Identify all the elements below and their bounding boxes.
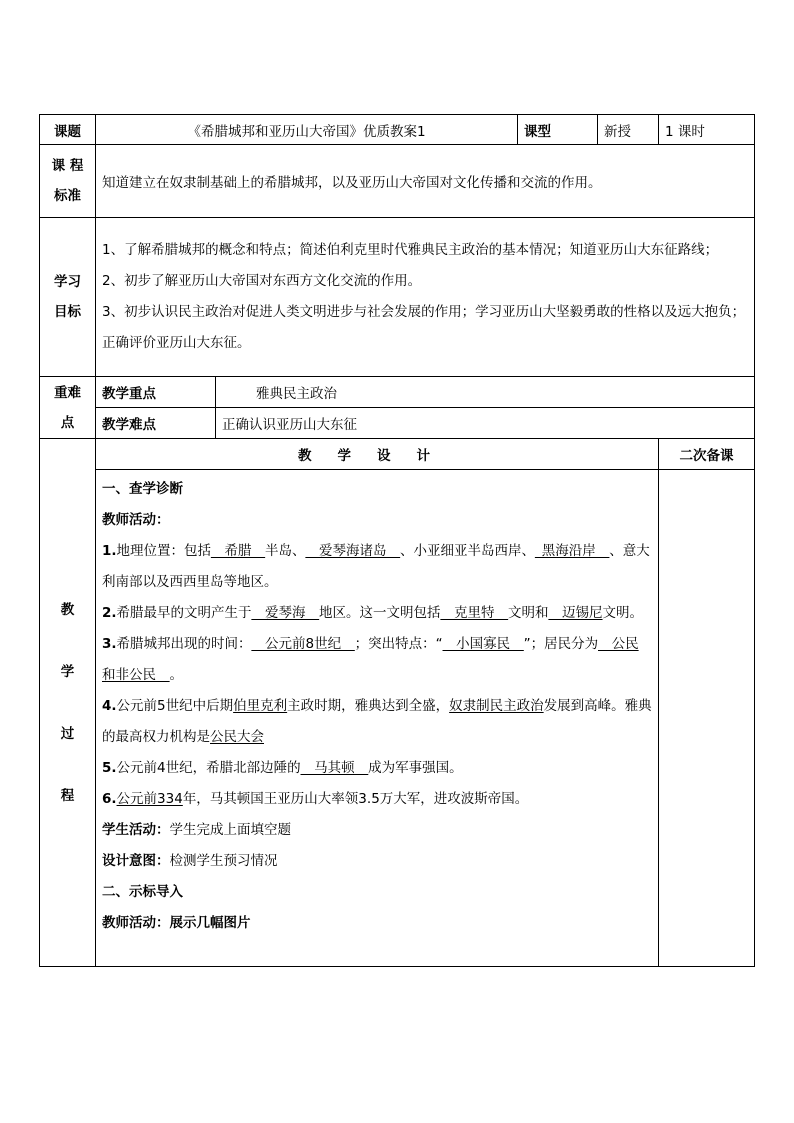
objectives-row [40, 218, 755, 377]
teacher-activity-text: 展示几幅图片 [169, 915, 251, 931]
question-text: 主政时期，雅典达到全盛， [287, 698, 450, 714]
objectives-label [40, 218, 96, 377]
question-text: 希腊最早的文明产生于 [116, 605, 252, 621]
answer-blank: __公元前8世纪__ [251, 636, 355, 652]
question-item [102, 598, 652, 629]
question-number: 4. [102, 698, 117, 714]
question-number: 6. [102, 791, 117, 807]
student-activity-text: 学生完成上面填空题 [169, 822, 291, 838]
design-intent-label: 设计意图： [102, 853, 170, 869]
process-char: 学 [60, 663, 75, 680]
teacher-activity [102, 908, 652, 939]
question-item [102, 784, 652, 815]
design-header-text: 教学设计 [298, 448, 456, 464]
standard-text: 知道建立在奴隶制基础上的希腊城邦，以及亚历山大帝国对文化传播和交流的作用。 [96, 145, 755, 218]
question-text: 文明和 [508, 605, 549, 621]
question-item [102, 753, 652, 784]
question-text: 地区。这一文明包括 [319, 605, 441, 621]
process-char: 程 [60, 787, 75, 804]
standard-label [40, 145, 96, 218]
process-body-row [40, 470, 755, 967]
key-point-label: 教学重点 [96, 377, 216, 408]
objective-item: 3、初步认识民主政治对促进人类文明进步与社会发展的作用；学习亚历山大坚毅勇敢的性格以及远大抱负；正确评价亚历山大东征。 [102, 304, 746, 351]
answer-blank: 奴隶制民主政治 [449, 698, 544, 714]
answer-blank: __马其顿__ [300, 760, 369, 776]
standard-row [40, 145, 755, 218]
objective-item: 1、了解希腊城邦的概念和特点；简述伯利克里时代雅典民主政治的基本情况；知道亚历山大东征路线； [102, 242, 719, 258]
answer-blank: __小国寡民__ [442, 636, 524, 652]
process-char: 过 [60, 725, 75, 742]
question-text: 发展到高峰。雅典的最高权力机构是 [102, 698, 652, 745]
objectives-label-line-2: 目标 [54, 304, 81, 320]
design-content [96, 470, 659, 967]
process-char: 教 [60, 601, 75, 618]
question-text: 年，马其顿国王亚历山大率领3.5万大军，进攻波斯帝国。 [182, 791, 529, 807]
answer-blank: __迈锡尼 [548, 605, 603, 621]
process-label [40, 439, 96, 967]
objective-item: 2、初步了解亚历山大帝国对东西方文化交流的作用。 [102, 273, 422, 289]
type-label: 课型 [518, 115, 598, 145]
standard-label-line-2: 标准 [54, 188, 81, 204]
question-text: 地理位置：包括 [116, 543, 212, 559]
answer-blank: __爱琴海诸岛__ [305, 543, 401, 559]
question-text: 公元前4世纪，希腊北部边陲的 [116, 760, 301, 776]
question-text: 、意大利南部以及西西里岛等地区。 [102, 543, 650, 590]
question-number: 2. [102, 605, 117, 621]
difficulty-row [40, 408, 755, 439]
question-item [102, 691, 652, 753]
question-number: 5. [102, 760, 117, 776]
answer-blank: 伯里克利 [233, 698, 288, 714]
difficulty-label: 教学难点 [96, 408, 216, 439]
lesson-plan-table [39, 114, 755, 967]
objectives-list [96, 218, 755, 377]
answer-blank: __希腊__ [211, 543, 266, 559]
teacher-activity-label: 教师活动： [102, 915, 170, 931]
focus-label-line-1: 重难 [54, 384, 81, 401]
focus-label-line-2: 点 [60, 414, 75, 431]
key-point-row [40, 377, 755, 408]
design-intent [102, 846, 652, 877]
question-text: ；突出特点：“ [354, 636, 443, 652]
notes-column [659, 470, 755, 967]
title-label: 课题 [40, 115, 96, 145]
question-number: 1. [102, 543, 117, 559]
question-text: 。 [169, 667, 183, 683]
difficulty-value: 正确认识亚历山大东征 [216, 408, 755, 439]
teacher-activity-label: 教师活动： [102, 512, 170, 528]
question-number: 3. [102, 636, 117, 652]
process-header-row [40, 439, 755, 470]
question-item [102, 536, 652, 598]
answer-blank: __克里特__ [440, 605, 509, 621]
question-text: 成为军事强国。 [368, 760, 463, 776]
student-activity [102, 815, 652, 846]
answer-blank: _黑海沿岸__ [535, 543, 610, 559]
question-text: 、小亚细亚半岛西岸、 [400, 543, 536, 559]
key-point-value: 雅典民主政治 [216, 377, 755, 408]
question-text: 文明。 [602, 605, 644, 621]
focus-label [40, 377, 96, 439]
student-activity-label: 学生活动： [102, 822, 170, 838]
answer-blank: 公元前334 [116, 791, 183, 807]
answer-blank: __公民和非公民__ [102, 636, 639, 683]
type-value: 新授 [598, 115, 659, 145]
standard-label-line-1: 课 程 [51, 158, 84, 174]
answer-blank: 公民大会 [210, 729, 264, 745]
class-hours: 1 课时 [659, 115, 755, 145]
section-heading: 二、示标导入 [102, 884, 183, 900]
notes-header: 二次备课 [659, 439, 755, 470]
lesson-title: 《希腊城邦和亚历山大帝国》优质教案1 [96, 115, 518, 145]
answer-blank: __爱琴海__ [251, 605, 320, 621]
question-text: 半岛、 [265, 543, 306, 559]
question-text: ”；居民分为 [523, 636, 599, 652]
design-header [96, 439, 659, 470]
title-row [40, 115, 755, 145]
question-text: 希腊城邦出现的时间： [116, 636, 252, 652]
question-item [102, 629, 652, 691]
question-text: 公元前5世纪中后期 [116, 698, 234, 714]
section-heading: 一、查学诊断 [102, 481, 183, 497]
objectives-label-line-1: 学习 [54, 274, 81, 290]
design-intent-text: 检测学生预习情况 [169, 853, 278, 869]
